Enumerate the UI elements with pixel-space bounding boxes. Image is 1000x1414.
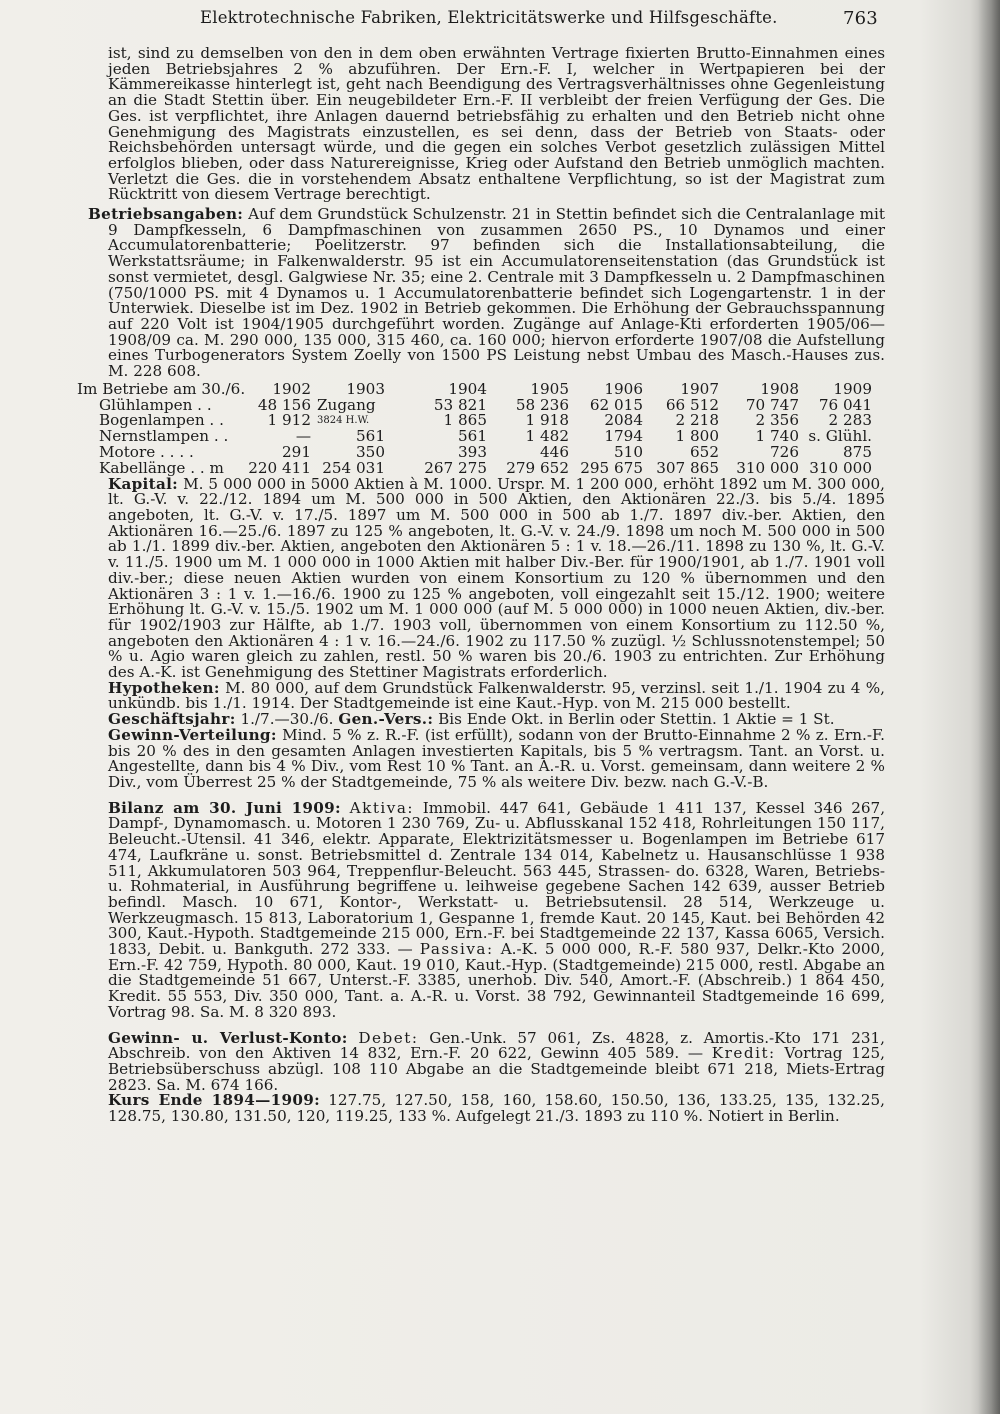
gewinn-verteilung-text: Mind. 5 % z. R.-F. (ist erfüllt), sodann von der Brutto-Einnahme 2 % z. Ern.-F. bis 20 % des in den gesamten Anlagen investierten Kapitals, bis 5 % vertragsm. Tant. an Vorst. u. Angestellte, dann bis 4 % Div., vom Rest 10 % Tant. an A.-R. u. Vorst. gemeinsam, dann weitere 2 % Div., vom Überrest 25 % der Stadtgemeinde, 75 % als weitere Div. bezw. nach G.-V.-B. [108,725,885,791]
operations-table [77,379,872,477]
geschaeftsjahr-heading: Geschäftsjahr: [108,710,236,729]
table-cell: 1 740 [755,427,799,446]
table-cell: 1 865 [443,411,487,430]
table-cell: 726 [770,443,799,462]
year-header: 1906 [604,379,643,398]
document-body [77,44,886,1126]
row-label: Glühlampen . . [99,395,212,414]
table-cell: 48 156 [257,395,311,414]
table-cell: s. Glühl. [808,427,872,446]
debet-label: Debet: [358,1028,419,1047]
table-cell: 295 675 [580,458,643,477]
table-cell: 53 821 [433,395,487,414]
gen-vers-text: Bis Ende Okt. in Berlin oder Stettin. 1 Aktie = 1 St. [438,710,835,729]
year-header: 1909 [833,379,872,398]
passiva-label: Passiva: [419,940,494,959]
table-note-zugang: Zugang [317,395,376,414]
aktiva-label: Aktiva: [349,798,415,817]
table-cell: 254 031 [322,458,385,477]
table-cell: 510 [614,443,643,462]
row-label: Nernstlampen . . [99,427,229,446]
table-cell: 58 236 [515,395,569,414]
year-header: 1905 [530,379,569,398]
table-cell: 1 912 [267,411,311,430]
row-label: Bogenlampen . . [99,411,224,430]
table-cell: 561 [356,427,385,446]
betriebsangaben-heading: Betriebsangaben: [88,205,244,224]
table-cell: 66 512 [665,395,719,414]
row-label: Kabellänge . . m [99,458,224,477]
row-label: Motore . . . . [99,443,194,462]
table-cell: 220 411 [248,458,311,477]
year-header: 1902 [272,379,311,398]
kredit-text: Vortrag 125, Betriebsüberschuss abzügl. 108 110 Abgabe an die Stadtgemeinde bleibt 671 218, Miets-Ertrag 2823. Sa. M. 674 166. [108,1044,886,1094]
hypotheken-text: M. 80 000, auf dem Grundstück Falkenwalderstr. 95, verzinsl. seit 1./1. 1904 zu 4 %, unkündb. bis 1./1. 1914. Der Stadtgemeinde ist eine Kaut.-Hyp. von M. 215 000 bestellt. [108,678,886,713]
betriebsangaben-text: Auf dem Grundstück Schulzenstr. 21 in Stettin befindet sich die Centralanlage mit 9 Dampfkesseln, 6 Dampfmaschinen von zusammen 2650 PS., 10 Dynamos und einer Accumulatorenbatterie; Poelitzerstr. 97 befinden sich die Installationsabteilung, die Werkstattsräume; in Falkenwalderstr. 95 ist ein Accumulatorenseitenstation (das Grundstück ist sonst vermietet, desgl. Galgwiese Nr. 35; eine 2. Centrale mit 3 Dampfkesseln u. 2 Dampfmaschinen (750/1000 PS. mit 4 Dynamos u. 1 Accumulatorenbatterie befindet sich Logengartenstr. 1 in der Unterwiek. Dieselbe ist im Dez. 1902 in Betrieb gekommen. Die Erhöhung der Gebrauchsspannung auf 220 Volt ist 1904/1905 durchgeführt worden. Zugänge auf Anlage-Kti erforderten 1905/06—1908/09 ca. M. 290 000, 135 000, 315 460, ca. 160 000; hiervon erforderte 1907/08 die Aufstellung eines Turbogenerators System Zoelly von 1500 PS Leistung nebst Umbau des Masch.-Hauses zus. M. 228 608. [108,205,885,381]
table-cell: 76 041 [818,395,872,414]
table-cell: 446 [540,443,569,462]
table-note-hw: 3824 H.W. [317,415,370,427]
table-header-label: Im Betriebe am 30./6. [77,379,246,398]
table-cell: 875 [843,443,872,462]
table-cell: 267 275 [424,458,487,477]
table-cell: 279 652 [506,458,569,477]
geschaeftsjahr-text: 1./7.—30./6. [240,710,334,729]
table-cell: 350 [356,443,385,462]
year-header: 1904 [448,379,487,398]
aktiva-text: Immobil. 447 641, Gebäude 1 411 137, Kessel 346 267, Dampf-, Dynamomasch. u. Motoren 1 230 769, Zu- u. Abflusskanal 152 418, Rohrleitungen 150 117, Beleucht.-Utensil. 41 346, elektr. Apparate, Elektrizitätsmesser u. Bogenlampen im Betriebe 617 474, Laufkräne u. sonst. Betriebsmittel d. Zentrale 134 014, Kabelnetz u. Hausanschlüsse 1 938 511, Akkumulatoren 503 964, Treppenflur-Beleucht. 563 445, Strassen- do. 6328, Waren, Betriebs- u. Rohmaterial, in Ausführung begriffene u. leihweise gegebene Sachen 142 639, ausser Betrieb befindl. Masch. 10 671, Kontor-, Werkstatt- u. Betriebsutensil. 28 514, Werkzeuge u. Werkzeugmasch. 15 813, Laboratorium 1, Gespanne 1, fremde Kaut. 20 145, Kaut. bei Behörden 42 300, Kaut.-Hypoth. Stadtgemeinde 215 000, Ern.-F. bei Stadtgemeinde 22 137, Kassa 6065, Versich. 1833, Debit. u. Bankguth. 272 333. — [108,798,886,959]
table-cell: 62 015 [589,395,643,414]
table-cell: 1 800 [675,427,719,446]
kurs-text: 127.75, 127.50, 158, 160, 158.60, 150.50, 136, 133.25, 135, 132.25, 128.75, 130.80, 131.50, 120, 119.25, 133 %. Aufgelegt 21./3. 1893 zu 110 %. Notiert in Berlin. [108,1091,885,1126]
year-header: 1903 [346,379,385,398]
kapital-heading: Kapital: [108,474,179,493]
debet-text: Gen.-Unk. 57 061, Zs. 4828, z. Amortis.-Kto 171 231, Abschreib. von den Aktiven 14 832, Ern.-F. 20 622, Gewinn 405 589. — [108,1028,886,1063]
table-cell: — [295,427,311,446]
table-cell: 1 482 [525,427,569,446]
table-cell: 310 000 [809,458,872,477]
kapital-text: M. 5 000 000 in 5000 Aktien à M. 1000. Urspr. M. 1 200 000, erhöht 1892 um M. 300 000, lt. G.-V. v. 22./12. 1894 um M. 500 000 in 500 Aktien, den Aktionären 22./3. bis 5./4. 1895 angeboten, lt. G.-V. v. 17./5. 1897 um M. 500 000 in 500 ab 1./7. 1897 div.-ber. Aktien, den Aktionären 16.—25./6. 1897 zu 125 % angeboten, lt. G.-V. v. 24./9. 1898 um noch M. 500 000 in 500 ab 1./1. 1899 div.-ber. Aktien, angeboten den Aktionären 5 : 1 v. 18.—26./11. 1898 zu 130 %, lt. G.-V. v. 11./5. 1900 um M. 1 000 000 in 1000 Aktien mit halber Div.-Ber. für 1900/1901, ab 1./7. 1901 voll div.-ber.; diese neuen Aktien wurden von einem Konsortium zu 120 % übernommen und den Aktionären 3 : 1 v. 1.—16./6. 1900 zu 125 % angeboten, voll eingezahlt seit 15./12. 1900; weitere Erhöhung lt. G.-V. v. 15./5. 1902 um M. 1 000 000 (auf M. 5 000 000) in 1000 neuen Aktien, div.-ber. für 1902/1903 zur Hälfte, ab 1./7. 1903 voll, übernommen von einem Konsortium zu 112.50 %, angeboten den Aktionären 4 : 1 v. 16.—24./6. 1902 zu 117.50 % zuzügl. ½ Schlussnotenstempel; 50 % u. Agio waren gleich zu zahlen, restl. 50 % waren bis 20./6. 1903 zu entrichten. Zur Erhöhung des A.-K. ist Genehmigung des Stettiner Magistrats erforderlich. [108,474,885,682]
page-number: 763 [843,8,878,29]
table-cell: 561 [458,427,487,446]
gewinn-verteilung-section [88,725,885,791]
table-cell: 2 218 [675,411,719,430]
kurs-heading: Kurs Ende 1894—1909: [108,1091,320,1110]
kurs-section [88,1093,885,1124]
table-cell: 2 283 [828,411,872,430]
table-cell: 310 000 [736,458,799,477]
year-header: 1908 [760,379,799,398]
table-cell: 291 [282,443,311,462]
table-cell: 1 918 [525,411,569,430]
table-cell: 70 747 [745,395,799,414]
kapital-section [88,474,885,682]
scan-binding-shadow [978,0,1000,1414]
table-cell: 2084 [604,411,643,430]
table-cell: 2 356 [755,411,799,430]
passiva-text: A.-K. 5 000 000, R.-F. 580 937, Delkr.-Kto 2000, Ern.-F. 42 759, Hypoth. 80 000, Kaut. 19 010, Kaut.-Hyp. (Stadtgemeinde) 215 000, restl. Abgabe an die Stadtgemeinde 51 667, Unterst.-F. 3385, unerhob. Div. 540, Amort.-F. (Abschreib.) 1 864 450, Kredit. 55 553, Div. 350 000, Tant. a. A.-R. u. Vorst. 38 792, Gewinnanteil Stadtgemeinde 16 699, Vortrag 98. Sa. M. 8 320 893. [108,940,886,1021]
table-cell: 393 [458,443,487,462]
hypotheken-section [88,678,886,713]
intro-paragraph: ist, sind zu demselben von den in dem oben erwähnten Vertrage fixierten Brutto-Einnahmen eines jeden Betriebsjahres 2 % abzuführen. Der Ern.-F. I, welcher in Wertpapieren bei der Kämmereikasse hinterlegt ist, geht nach Beendigung des Vertragsverhältnisses ohne Gegenleistung an die Stadt Stettin über. Ein neugebildeter Ern.-F. II verbleibt der freien Verfügung der Ges. Die Ges. ist verpflichtet, ihre Anlagen dauernd betriebsfähig zu erhalten und den Betrieb nicht ohne Genehmigung des Magistrats einzustellen, es sei denn, dass der Betrieb von Staats- oder Reichsbehörden untersagt würde, und die gegen ein solches Verbot gesetzlich zulässigen Mittel erfolglos blieben, oder dass Naturereignisse, Krieg oder Aufstand den Betrieb unmöglich machten. Verletzt die Ges. die in vorstehendem Absatz enthaltene Verpflichtung, so ist der Magistrat zum Rücktritt von diesem Vertrage berechtigt. [108,44,885,204]
running-title: Elektrotechnische Fabriken, Elektricitätswerke und Hilfsgeschäfte. [200,8,778,27]
hypotheken-heading: Hypotheken: [108,678,220,697]
table-cell: 307 865 [656,458,719,477]
gewinn-verteilung-heading: Gewinn-Verteilung: [108,725,277,744]
table-cell: 652 [690,443,719,462]
kredit-label: Kredit: [711,1044,776,1063]
bilanz-heading: Bilanz am 30. Juni 1909: [108,798,341,817]
table-cell: 1794 [604,427,643,446]
gewinn-verlust-section [88,1028,886,1094]
betriebsangaben-section [88,207,885,380]
bilanz-section [88,798,886,1021]
gen-vers-heading: Gen.-Vers.: [338,710,434,729]
year-header: 1907 [680,379,719,398]
gewinn-verlust-heading: Gewinn- u. Verlust-Konto: [108,1028,348,1047]
